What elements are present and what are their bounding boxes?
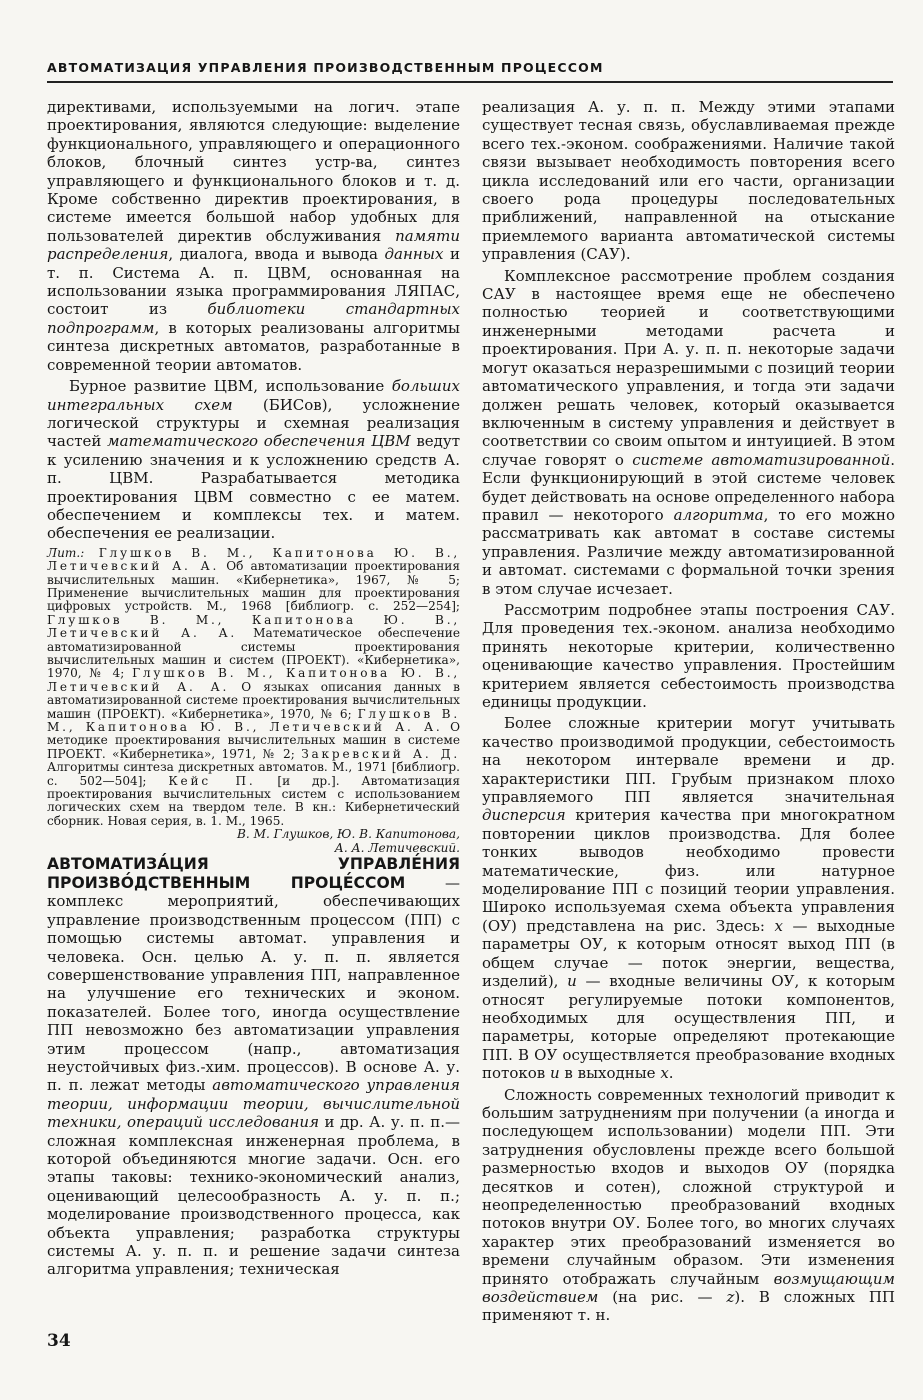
signature-line: В. М. Глушков, Ю. В. Капитонова,	[237, 827, 460, 842]
paragraph: Бурное развитие ЦВМ, использование больших интегральных схем (БИСов), усложнение логической структуры и схемная реализация частей математического обеспечения ЦВМ ведут к усилению значения и к усложнению средств А. п. ЦВМ. Разрабатывается методика проектирования ЦВМ совместно с ее матем. обеспечением и комплексы тех. и матем. обеспечения ее реализации.	[47, 377, 461, 543]
paragraph: Комплексное рассмотрение проблем создания САУ в настоящее время еще не обеспечено полностью теорией и соответствующими инженерными методами расчета и проектирования. При А. у. п. п. некоторые задачи могут оказаться неразрешимыми с позиций теории автоматического управления, и тогда эти задачи должен решать человек, который оказывается включенным в систему управления и действует в соответствии со своим опытом и интуицией. В этом случае говорят о системе автоматизированной. Если функционирующий в этой системе человек будет действовать на основе определенного набора правил — некоторого алгоритма, то его можно рассматривать как автомат в составе системы управления. Различие между автоматизированной и автомат. системами с формальной точки зрения в этом случае исчезает.	[482, 266, 896, 598]
paragraph: Сложность современных технологий приводит к большим затруднениям при получении (а иногда и последующем использовании) модели ПП. Эти затруднения обусловлены прежде всего большой размерностью входов и выходов ОУ (порядка десятков и сотен), сложной структурой и неопределенностью преобразований входных потоков внутри ОУ. Более того, во многих случаях характер этих преобразований изменяется во времени случайным образом. Эти изменения принято отображать случайным возмущающим воздействием (на рис. — z). В сложных ПП применяют т. н.	[482, 1085, 895, 1325]
author-signature	[47, 828, 460, 855]
entry-title: АВТОМАТИЗА́ЦИЯ УПРАВЛЕ́НИЯ ПРОИЗВО́ДСТВЕННЫМ ПРОЦЕ́ССОМ	[47, 855, 460, 892]
page-number: 34	[47, 1331, 71, 1351]
paragraph: директивами, используемыми на логич. этапе проектирования, являются следующие: выделение функционального, управляющего и операционного блоков, блочный синтез устр-ва, синтез управляющего и функционального блоков и т. д. Кроме собственно директив проектирования, в системе имеется большой набор удобных для пользователей директив обслуживания памяти распределения, диалога, ввода и вывода данных и т. п. Система А. п. ЦВМ, основанная на использовании языка программирования ЛЯПАС, состоит из библиотеки стандартных подпрограмм, в которых реализованы алгоритмы синтеза дискретных автоматов, разработанные в современной теории автоматов.	[47, 98, 460, 374]
references: Лит.: Глушков В. М., Капитонова Ю. В., Летичевский А. А. Об автоматизации проектирования вычислительных машин. «Кибернетика», 1967, № 5; Применение вычислительных машин для проектирования цифровых устройств. М., 1968 [библиогр. с. 252—254]; Глушков В. М., Капитонова Ю. В., Летичевский А. А. Математическое обеспечение автоматизированной системы проектирования вычислительных машин и систем (ПРОЕКТ). «Кибернетика», 1970, № 4; Глушков В. М., Капитонова Ю. В., Летичевский А. А. О языках описания данных в автоматизированной системе проектирования вычислительных машин (ПРОЕКТ). «Кибернетика», 1970, № 6; Глушков В. М., Капитонова Ю. В., Летичевский А. А. О методике проектирования вычислительных машин в системе ПРОЕКТ. «Кибернетика», 1971, № 2; Закревский А. Д. Алгоритмы синтеза дискретных автоматов. М., 1971 [библиогр. с. 502—504]; Кейс П. [и др.]. Автоматизация проектирования вычислительных систем с использованием логических схем на твердом теле. В кн.: Кибернетический сборник. Новая серия, в. 1. М., 1965.	[47, 545, 461, 828]
paragraph: Рассмотрим подробнее этапы построения САУ. Для проведения тех.-эконом. анализа необходимо принять некоторые критерии, количественно оценивающие качество управления. Простейшим критерием является себестоимость производства единицы продукции.	[482, 600, 895, 711]
paragraph: реализация А. у. п. п. Между этими этапами существует тесная связь, обуславливаемая прежде всего тех.-эконом. соображениями. Наличие такой связи вызывает необходимость повторения всего цикла исследований или его части, организации своего рода процедуры последовательных приближений, направленной на отыскание приемлемого варианта автоматической системы управления (САУ).	[482, 98, 895, 264]
running-header: АВТОМАТИЗАЦИЯ УПРАВЛЕНИЯ ПРОИЗВОДСТВЕННЫМ ПРОЦЕССОМ	[47, 60, 893, 83]
right-column	[482, 98, 895, 1325]
paragraph: Более сложные критерии могут учитывать качество производимой продукции, себестоимость на некотором интервале времени и др. характеристики ПП. Грубым признаком плохо управляемого ПП является значительная дисперсия критерия качества при многократном повторении циклов производства. Для более тонких выводов необходимо провести математические, физ. или натурное моделирование ПП с позиций теории управления. Широко используемая схема объекта управления (ОУ) представлена на рис. Здесь: x — выходные параметры ОУ, к которым относят выход ПП (в общем случае — поток энергии, вещества, изделий), u — входные величины ОУ, к которым относят регулируемые потоки компонентов, необходимых для осуществления ПП, и параметры, которые определяют протекающие ПП. В ОУ осуществляется преобразование входных потоков u в выходные x.	[482, 714, 895, 1083]
left-column	[47, 98, 460, 1279]
signature-line: А. А. Летичевский.	[334, 840, 460, 855]
encyclopedia-entry: АВТОМАТИЗА́ЦИЯ УПРАВЛЕ́НИЯ ПРОИЗВО́ДСТВЕННЫМ ПРОЦЕ́ССОМ — комплекс мероприятий, обеспечивающих управление производственным процессом (ПП) с помощью системы автомат. управления и человека. Осн. целью А. у. п. п. является совершенствование управления ПП, направленное на улучшение его технических и эконом. показателей. Более того, иногда осуществление ПП невозможно без автоматизации управления этим процессом (напр., автоматизация неустойчивых физ.-хим. процессов). В основе А. у. п. п. лежат методы автоматического управления теории, информации теории, вычислительной техники, операций исследования и др. А. у. п. п.— сложная комплексная инженерная проблема, в которой объединяются многие задачи. Осн. его этапы таковы: технико-экономический анализ, оценивающий целесообразность А. у. п. п.; моделирование производственного процесса, как объекта управления; разработка структуры системы А. у. п. п. и решение задачи синтеза алгоритма управления; техническая	[47, 855, 461, 1279]
